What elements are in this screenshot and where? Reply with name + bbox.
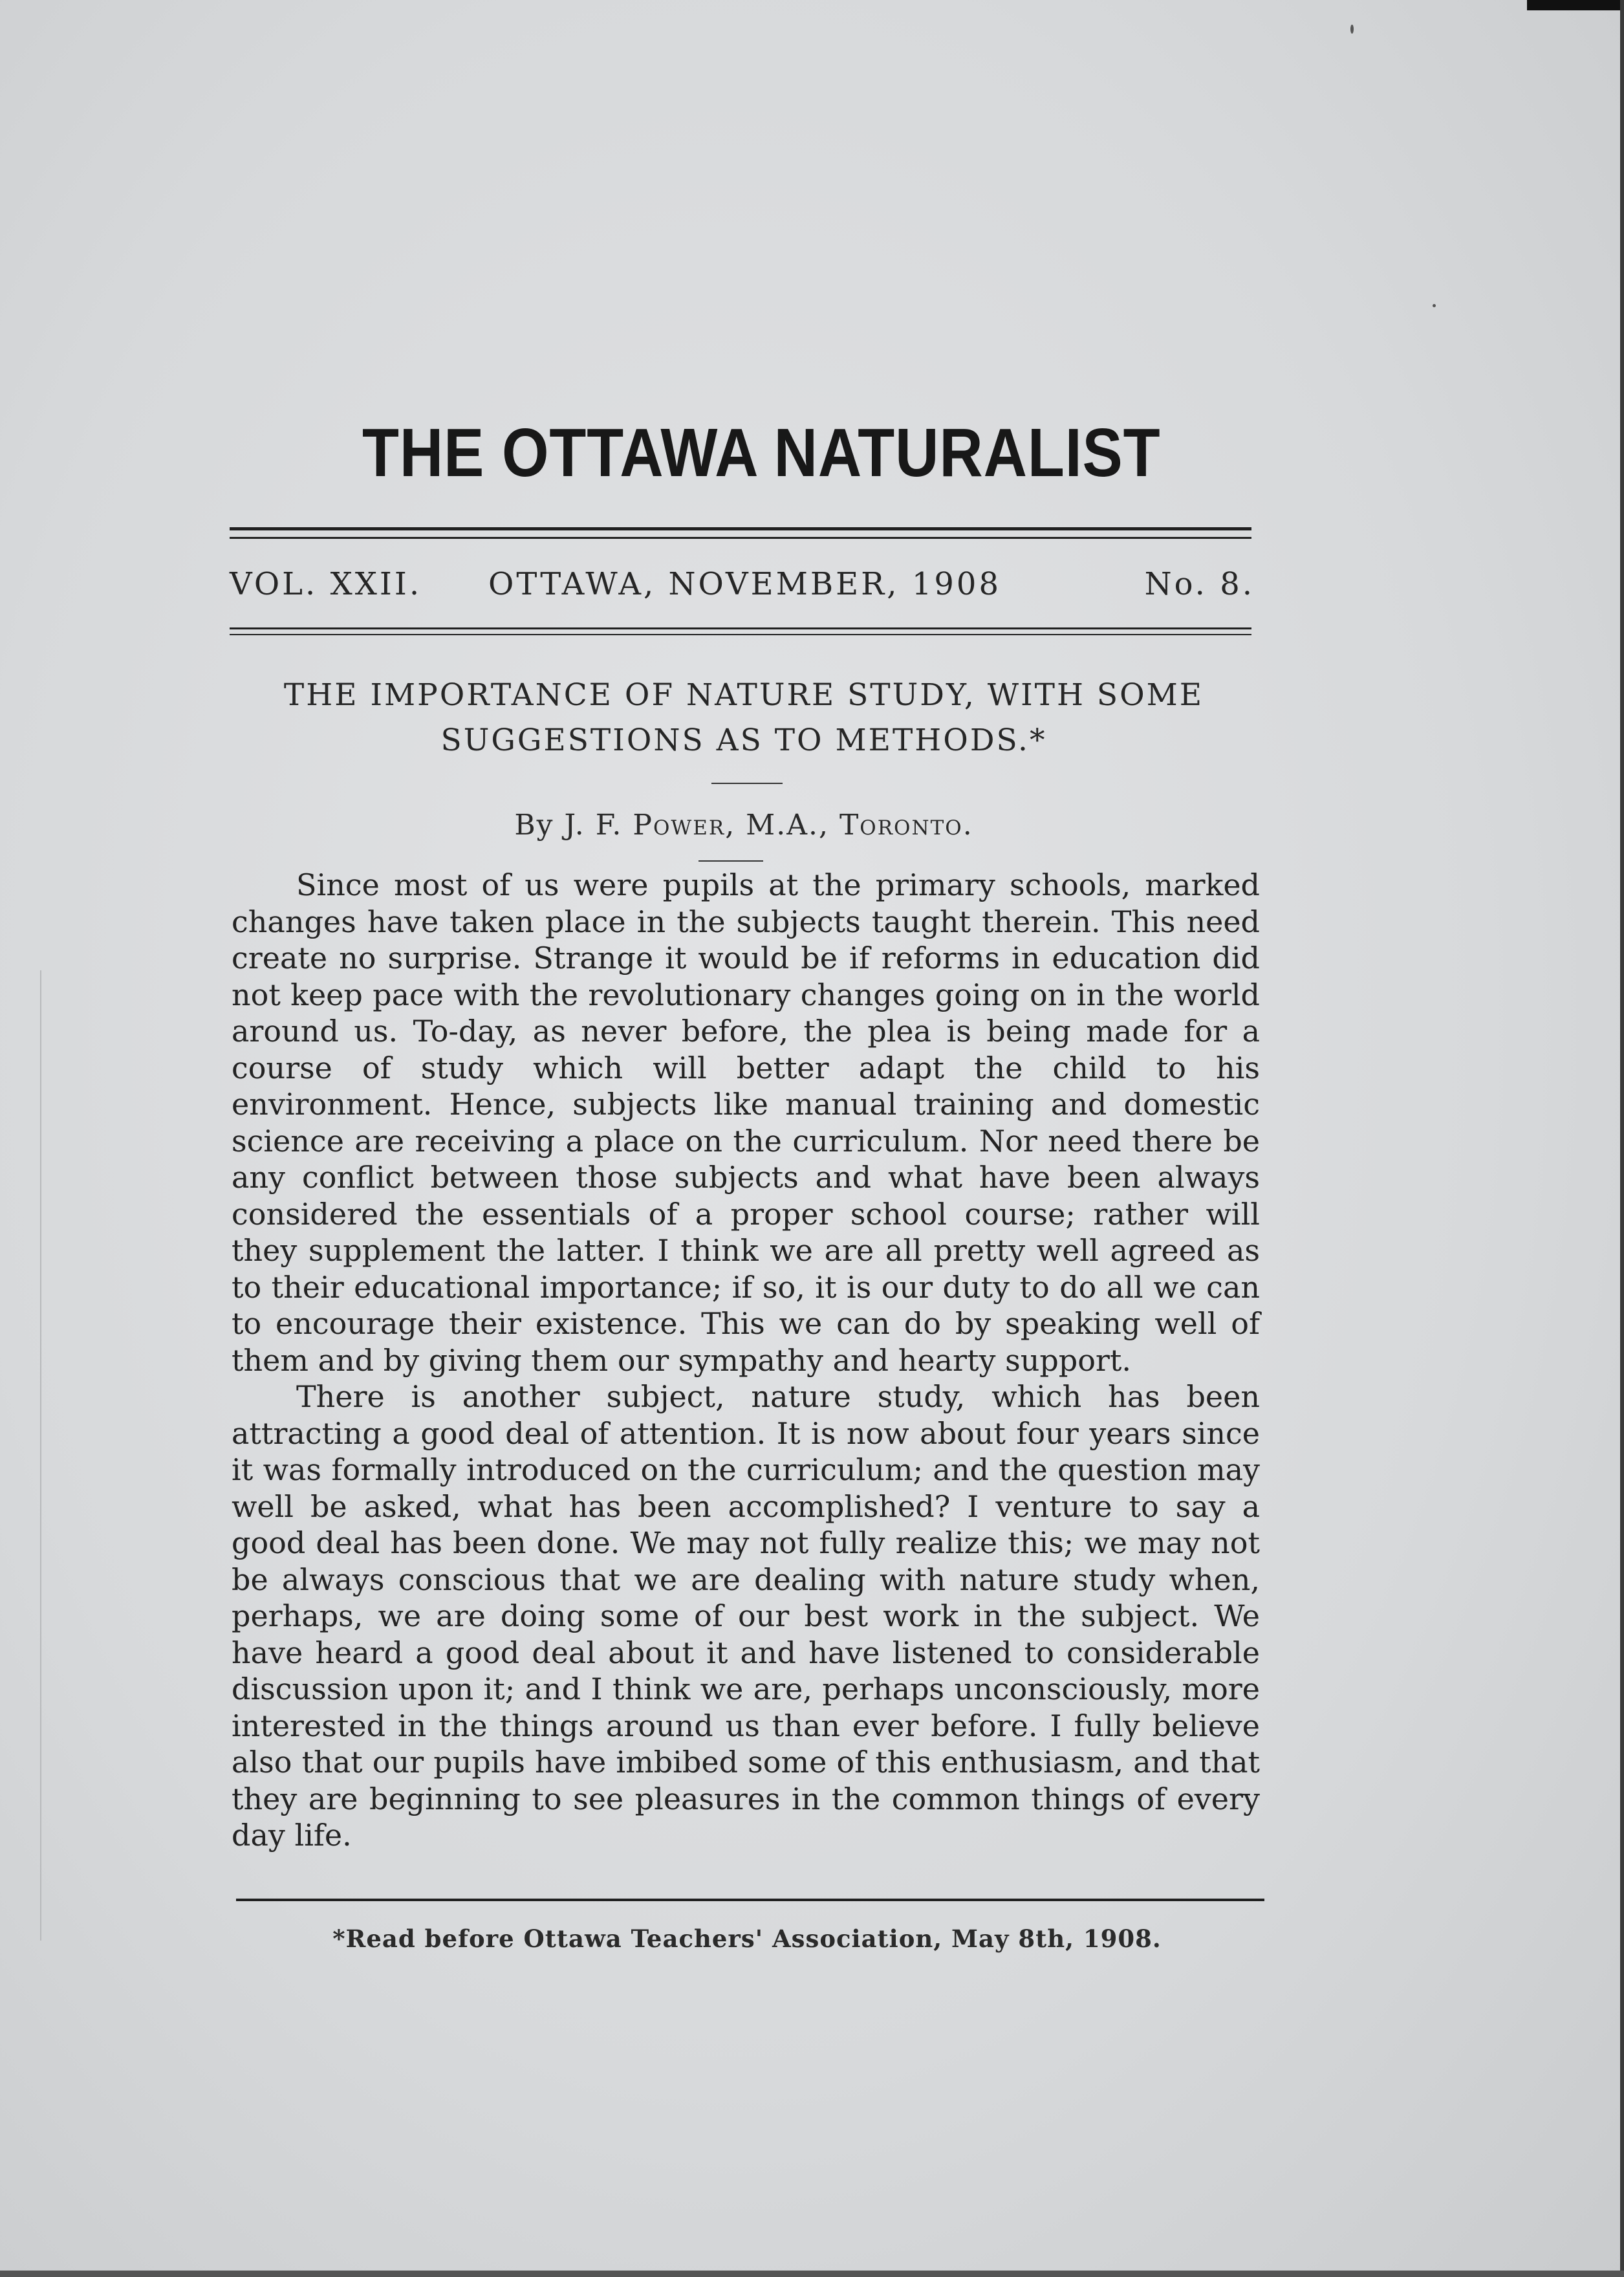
- scan-speck: [1350, 25, 1354, 34]
- issue-place-date: OTTAWA, NOVEMBER, 1908: [488, 566, 1001, 602]
- issue-rule-bottom: [230, 634, 1251, 635]
- scan-margin-shadow: [40, 970, 41, 1941]
- scan-speck: [1433, 304, 1436, 307]
- footnote: *Read before Ottawa Teachers' Association, May 8th, 1908.: [332, 1924, 1162, 1953]
- issue-line: [230, 566, 1255, 611]
- scan-edge-bottom: [0, 2271, 1624, 2277]
- article-title-line-1: THE IMPORTANCE OF NATURE STUDY, WITH SOME: [283, 677, 1204, 713]
- scan-edge-right: [1620, 0, 1624, 2277]
- article-title-line-2: SUGGESTIONS AS TO METHODS.*: [440, 723, 1047, 758]
- masthead-rule-top: [230, 527, 1251, 530]
- journal-title: THE OTTAWA NATURALIST: [362, 415, 1161, 491]
- paragraph: Since most of us were pupils at the primary schools, marked changes have taken place in the subjects taught therein. This need create no surprise. Strange it would be if reforms in education did not keep pace with the revolutionary changes going on in the world around us. To-day, as never before, the plea is being made for a course of study which will better adapt the child to his environment. Hence, subjects like manual training and domestic science are receiving a place on the curriculum. Nor need there be any conflict between those subjects and what have been always considered the essentials of a proper school course; rather will they supplement the latter. I think we are all pretty well agreed as to their educational importance; if so, it is our duty to do all we can to encourage their existence. This we can do by speaking well of them and by giving them our sympathy and hearty support.: [232, 867, 1260, 1378]
- article-title: [230, 673, 1258, 763]
- issue-volume: VOL. XXII.: [230, 566, 422, 602]
- masthead-rule-bottom: [230, 537, 1251, 539]
- scan-corner-mark: [1527, 0, 1624, 10]
- article-body: [232, 867, 1260, 1854]
- footnote-rule: [236, 1899, 1264, 1901]
- title-separator: [711, 783, 783, 784]
- byline-prefix: By: [514, 809, 554, 842]
- byline-separator: [698, 860, 763, 862]
- issue-number: No. 8.: [1144, 566, 1255, 602]
- issue-rule-top: [230, 627, 1251, 629]
- paragraph: There is another subject, nature study, which has been attracting a good deal of attention. It is now about four years since it was formally introduced on the curriculum; and the question may well be asked, what has been accomplished? I venture to say a good deal has been done. We may not fully realize this; we may not be always conscious that we are dealing with nature study when, perhaps, we are doing some of our best work in the subject. We have heard a good deal about it and have listened to considerable discussion upon it; and I think we are, perhaps unconsciously, more interested in the things around us than ever before. I fully believe also that our pupils have imbibed some of this enthusiasm, and that they are beginning to see pleasures in the common things of every day life.: [232, 1379, 1260, 1853]
- byline-author: J. F. Power, M.A., Toronto.: [564, 809, 973, 842]
- byline: [230, 809, 1258, 842]
